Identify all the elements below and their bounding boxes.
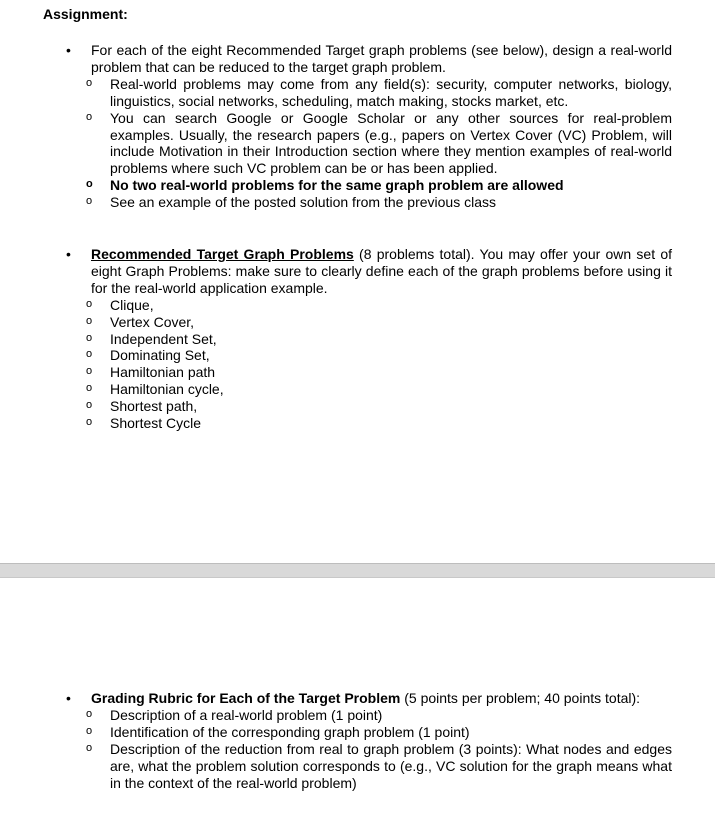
task-text: For each of the eight Recommended Target graph problems (see below), design a real-world problem that can be reduced to the target graph problem.: [91, 42, 672, 75]
problem-item: o Hamiltonian path: [62, 364, 672, 381]
problem-item: o Dominating Set,: [62, 347, 672, 364]
document-page-2: [0, 578, 715, 814]
bullet-grading-rubric: [62, 690, 672, 707]
problem-item: o Hamiltonian cycle,: [62, 381, 672, 398]
target-problems-text: (8 problems total). You may offer your own set of eight Graph Problems: make sure to clearly define each of the graph problems before using it for the real-world application example.: [91, 246, 672, 296]
rubric-item: o Identification of the corresponding graph problem (1 point): [62, 724, 672, 741]
sublist-item-fields: o Real-world problems may come from any field(s): security, computer networks, biology, linguistics, social networks, scheduling, match making, stocks market, etc.: [62, 76, 672, 110]
assignment-heading: Assignment:: [43, 6, 128, 22]
problem-item: o Shortest Cycle: [62, 415, 672, 432]
task-sublist: [62, 76, 672, 211]
rubric-item: o Description of a real-world problem (1 point): [62, 707, 672, 724]
rubric-item: o Description of the reduction from real to graph problem (3 points): What nodes and edges are, what the problem solution corresponds to (e.g., VC solution for the graph means what in the context of the real-world problem): [62, 741, 672, 792]
problem-item: o Shortest path,: [62, 398, 672, 415]
target-problems-list: [62, 297, 672, 432]
sublist-item-example: o See an example of the posted solution from the previous class: [62, 194, 672, 211]
section-target-problems: [62, 246, 672, 432]
bullet-target-problems: [62, 246, 672, 297]
grading-rubric-text: (5 points per problem; 40 points total):: [400, 690, 641, 706]
section-assignment-task: [62, 42, 672, 211]
problem-item: o Clique,: [62, 297, 672, 314]
page-break-divider: [0, 563, 715, 578]
problem-item: o Independent Set,: [62, 331, 672, 348]
section-grading-rubric: [62, 690, 672, 791]
sublist-item-search: o You can search Google or Google Scholar or any other sources for real-problem examples. Usually, the research papers (e.g., papers on Vertex Cover (VC) Problem, will include Motivation in their Introduction section where they mention examples of real-world problems where such VC problem can be or has been applied.: [62, 110, 672, 178]
sublist-item-no-duplicates: o No two real-world problems for the same graph problem are allowed: [62, 177, 672, 194]
bullet-task: [62, 42, 672, 76]
target-problems-title: Recommended Target Graph Problems: [91, 246, 354, 262]
grading-rubric-title: Grading Rubric for Each of the Target Problem: [91, 690, 401, 706]
rubric-list: [62, 707, 672, 792]
problem-item: o Vertex Cover,: [62, 314, 672, 331]
